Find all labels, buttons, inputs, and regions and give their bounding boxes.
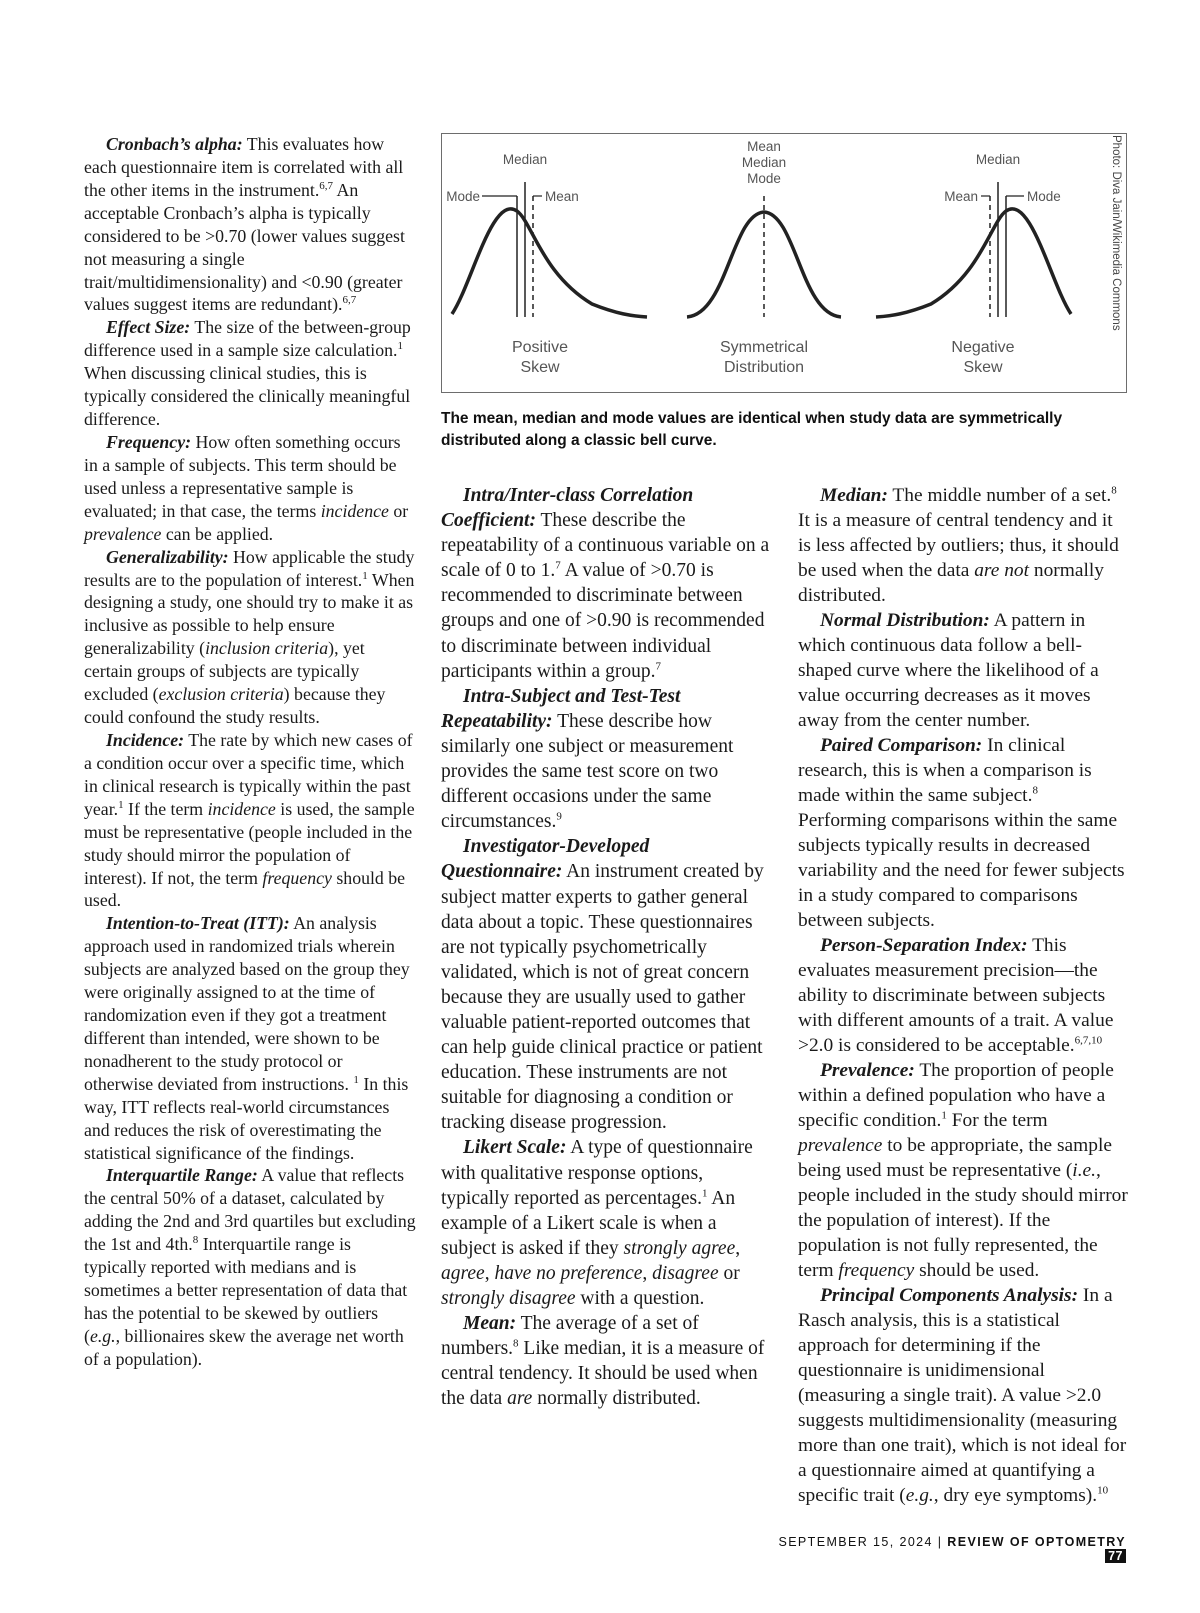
entry-italic: e.g. <box>905 1485 934 1506</box>
distribution-figure <box>441 133 1127 393</box>
citation: 7 <box>555 559 561 572</box>
entry-text: The size of the between-group difference used in a sample size calculation. <box>84 317 411 361</box>
figure-caption: The mean, median and mode values are identical when study data are symmetrically distributed along a classic bell curve. <box>441 410 1063 449</box>
entry-text: When discussing clinical studies, this is typically considered the clinically meaningful difference. <box>84 363 411 430</box>
entry-italic: disagree <box>652 1262 719 1284</box>
entry-text: How applicable the study results are to the population of interest. <box>84 546 415 590</box>
entry-likert <box>441 1135 771 1311</box>
entry-italic: exclusion criteria <box>158 684 284 705</box>
positive-median-label: Median <box>502 152 548 167</box>
entry-text: It is a measure of central tendency and it is less affected by outliers; thus, it should be used when the data <box>798 510 1119 581</box>
citation: 10 <box>1097 1484 1109 1497</box>
entry-text: When designing a study, one should try to make it as inclusive as possible to help ensure generalizability ( <box>84 569 415 659</box>
page-footer <box>770 1535 1126 1563</box>
term-label: Interquartile Range: <box>106 1165 258 1186</box>
entry-text: The rate by which new cases of a condition occur over a specific time, which in clinical research is typically within the past year. <box>84 729 413 819</box>
entry-text: An acceptable Cronbach’s alpha is typically considered to be >0.70 (lower values suggest not measuring a single trait/multidimensionality) and <0.90 (greater values suggest items are redundant). <box>84 179 405 315</box>
citation: 1 <box>701 1187 708 1200</box>
entry-text: , billionaires skew the average net worth of a population). <box>84 1325 404 1369</box>
entry-paired-comparison <box>798 733 1128 933</box>
term-label: Intra-Subject and Test-Test Repeatability: <box>441 685 681 732</box>
article-column-2 <box>441 483 771 1411</box>
entry-mean <box>441 1311 771 1411</box>
entry-text: A value of >0.70 is recommended to discriminate between groups and one of >0.90 is recommended to discriminate between individual participants within a group. <box>441 560 765 682</box>
term-label: Person-Separation Index: <box>820 935 1028 956</box>
entry-text: The average of a set of numbers. <box>441 1313 699 1360</box>
entry-text: can be applied. <box>161 523 274 544</box>
entry-text: In clinical research, this is when a comparison is made within the same subject. <box>798 735 1092 806</box>
positive-skew-title-2: Skew <box>520 359 560 376</box>
entry-icc <box>441 483 771 684</box>
negative-median-label: Median <box>975 152 1021 167</box>
entry-text: The proportion of people within a defined population who have a specific condition. <box>798 1060 1114 1131</box>
term-label: Cronbach’s alpha: <box>106 134 243 154</box>
entry-investigator-questionnaire <box>441 834 771 1135</box>
entry-text: This evaluates measurement precision—the ability to discriminate between subjects with different amounts of a trait. A value >2.0 is considered to be acceptable. <box>798 935 1114 1056</box>
negative-skew-title-1: Negative <box>951 339 1015 356</box>
symmetrical-title-1: Symmetrical <box>719 339 809 356</box>
entry-text: The middle number of a set. <box>887 485 1112 506</box>
article-column-1 <box>84 133 416 1371</box>
entry-text: is used, the sample must be representative (people included in the study should mirror the population of interest). If not, the term <box>84 798 415 888</box>
entry-repeatability <box>441 684 771 835</box>
term-label: Likert Scale: <box>463 1137 567 1159</box>
entry-italic: strongly agree <box>623 1237 736 1259</box>
entry-text: For the term <box>946 1110 1048 1131</box>
page-number: 77 <box>1105 1549 1126 1563</box>
positive-skew-curve <box>452 209 647 317</box>
entry-italic: frequency <box>838 1260 915 1281</box>
entry-text: , <box>735 1237 741 1259</box>
entry-text: normally distributed. <box>798 560 1104 606</box>
citation: 9 <box>556 810 562 823</box>
entry-italic: strongly disagree <box>441 1288 576 1309</box>
issue-date: SEPTEMBER 15, 2024 <box>778 1535 933 1549</box>
entry-text: with a question. <box>575 1288 705 1309</box>
entry-text: In this way, ITT reflects real-world circumstances and reduces the risk of overestimating the statistical significance of the findings. <box>84 1073 409 1163</box>
footer-separator: | <box>932 1535 948 1549</box>
entry-itt <box>84 912 416 1164</box>
entry-italic: i.e. <box>1072 1160 1097 1181</box>
citation: 1 <box>353 1073 359 1086</box>
term-label: Mean: <box>463 1313 517 1335</box>
citation: 1 <box>397 340 403 353</box>
symmetrical-median-label: Median <box>741 155 787 170</box>
entry-text: How often something occurs in a sample of subjects. This term should be used unless a representative sample is evaluated; in that case, the terms <box>84 431 401 521</box>
symmetrical-mode-label: Mode <box>747 171 781 186</box>
entry-italic: incidence <box>207 798 276 819</box>
entry-text: normally distributed. <box>532 1388 701 1410</box>
entry-text: An example of a Likert scale is when a subject is asked if they <box>441 1187 736 1259</box>
entry-italic: are not <box>974 560 1030 581</box>
term-label: Incidence: <box>106 729 185 750</box>
entry-pca <box>798 1283 1128 1508</box>
entry-italic: are <box>507 1388 533 1410</box>
term-label: Intention-to-Treat (ITT): <box>106 913 290 934</box>
symmetrical-mean-label: Mean <box>747 139 781 154</box>
entry-italic: incidence <box>320 500 389 521</box>
entry-italic: prevalence <box>798 1135 883 1156</box>
entry-text: ) because they could confound the study results. <box>84 684 386 728</box>
entry-text: These describe how similarly one subject or measurement provides the same test score on two different occasions under the same circumstances. <box>441 710 734 833</box>
term-label: Paired Comparison: <box>820 735 983 756</box>
entry-text: ), yet certain groups of subjects are typically excluded ( <box>84 638 365 705</box>
citation: 8 <box>1032 784 1038 797</box>
entry-text: A type of questionnaire with qualitative response options, typically reported as percentages. <box>441 1137 753 1209</box>
entry-italic: have no preference <box>494 1262 643 1284</box>
positive-skew-title-1: Positive <box>511 339 569 356</box>
citation: 6,7 <box>319 179 334 192</box>
entry-prevalence <box>798 1058 1128 1283</box>
symmetrical-title-2: Distribution <box>723 359 805 376</box>
entry-text: should be used. <box>914 1260 1040 1281</box>
term-label: Generalizability: <box>106 546 229 567</box>
entry-text: These describe the repeatability of a continuous variable on a scale of 0 to 1. <box>441 510 770 582</box>
publication-name: REVIEW OF OPTOMETRY <box>947 1535 1126 1549</box>
entry-iqr <box>84 1164 416 1370</box>
entry-text: Like median, it is a measure of central tendency. It should be used when the data <box>441 1338 765 1410</box>
citation: 1 <box>941 1109 947 1122</box>
term-label: Median: <box>820 485 888 506</box>
positive-mode-label: Mode <box>446 189 480 204</box>
citation: 6,7 <box>342 294 357 307</box>
entry-text: This evaluates how each questionnaire item is correlated with all the other items in the instrument. <box>84 134 404 200</box>
citation: 1 <box>362 569 368 582</box>
entry-text: Interquartile range is typically reported with medians and is sometimes a better representation of data that has the potential to be skewed by outliers ( <box>84 1234 408 1346</box>
entry-text: An analysis approach used in randomized trials wherein subjects are analyzed based on the group they were originally assigned to at the time of randomization even if they got a treatment different than intended, were shown to be nonadherent to the study protocol or otherwise deviated from instructions. <box>84 913 410 1094</box>
citation: 7 <box>655 660 661 673</box>
term-label: Investigator-Developed Questionnaire: <box>441 836 650 883</box>
entry-italic: frequency <box>262 867 332 888</box>
symmetrical-panel <box>687 196 841 317</box>
entry-person-separation <box>798 933 1128 1058</box>
term-label: Effect Size: <box>106 317 191 338</box>
term-label: Normal Distribution: <box>820 610 990 631</box>
entry-italic: prevalence <box>84 523 162 544</box>
entry-text: , people included in the study should mirror the population of interest). If the population is not fully represented, the term <box>798 1160 1128 1281</box>
negative-mode-label: Mode <box>1027 189 1061 204</box>
citation: 1 <box>118 798 124 811</box>
entry-median <box>798 483 1128 608</box>
positive-mean-label: Mean <box>545 189 579 204</box>
citation: 8 <box>1111 484 1117 497</box>
negative-skew-curve <box>876 209 1071 317</box>
entry-text: , dry eye symptoms). <box>933 1485 1098 1506</box>
entry-italic: e.g. <box>89 1325 116 1346</box>
citation: 8 <box>192 1234 199 1247</box>
entry-text: A pattern in which continuous data follow a bell-shaped curve where the likelihood of a value occurring decreases as it moves away from the center number. <box>798 610 1099 731</box>
entry-frequency <box>84 431 416 546</box>
entry-text: , <box>642 1262 653 1284</box>
skew-diagram <box>442 134 1128 394</box>
entry-text: or <box>718 1262 740 1284</box>
entry-text: An instrument created by subject matter experts to gather general data about a topic. These questionnaires are not typically psychometrically validated, which is not of great concern because they are usually used to gather valuable patient-reported outcomes that can help guide clinical practice or patient education. These instruments are not suitable for diagnosing a condition or tracking disease progression. <box>441 861 764 1134</box>
term-label: Intra/Inter-class Correlation Coefficient: <box>441 485 694 532</box>
entry-text: should be used. <box>84 867 406 911</box>
negative-skew-title-2: Skew <box>963 359 1003 376</box>
entry-text: Performing comparisons within the same subjects typically results in decreased variability and the need for fewer subjects in a study compared to comparisons between subjects. <box>798 810 1125 931</box>
entry-text: In a Rasch analysis, this is a statistical approach for determining if the questionnaire is unidimensional (measuring a single trait). A value >2.0 suggests multidimensionality (measuring more than one trait), which is not ideal for a questionnaire aimed at quantifying a specific trait ( <box>798 1285 1127 1506</box>
citation: 6,7,10 <box>1074 1034 1103 1047</box>
entry-italic: agree <box>441 1262 485 1284</box>
negative-mean-label: Mean <box>944 189 978 204</box>
entry-text: If the term <box>123 798 208 819</box>
entry-incidence <box>84 729 416 912</box>
entry-text: or <box>388 500 409 521</box>
entry-normal-distribution <box>798 608 1128 733</box>
citation: 8 <box>513 1337 519 1350</box>
entry-text: to be appropriate, the sample being used must be representative ( <box>798 1135 1112 1181</box>
entry-italic: inclusion criteria <box>205 638 329 659</box>
article-column-3 <box>798 483 1128 1508</box>
entry-cronbach <box>84 133 416 316</box>
photo-credit: Photo: Diva Jain/Wikimedia Commons <box>1110 135 1122 331</box>
entry-text: , <box>484 1262 495 1284</box>
term-label: Frequency: <box>106 431 192 452</box>
term-label: Prevalence: <box>820 1060 915 1081</box>
entry-text: A value that reflects the central 50% of a dataset, calculated by adding the 2nd and 3rd quartiles but excluding the 1st and 4th. <box>84 1165 416 1255</box>
term-label: Principal Components Analysis: <box>820 1285 1079 1306</box>
entry-effect-size <box>84 316 416 431</box>
entry-generalizability <box>84 546 416 729</box>
